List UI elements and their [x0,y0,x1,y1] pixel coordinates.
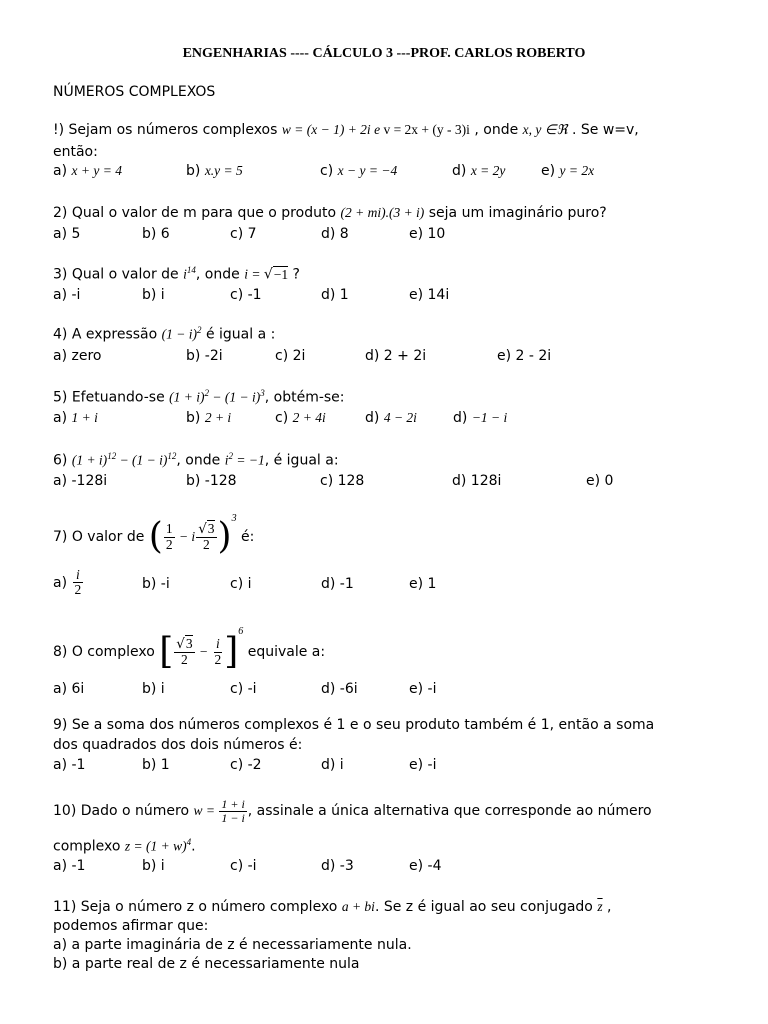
section-title: NÚMEROS COMPLEXOS [53,84,216,100]
option-e: e) 14i [409,287,450,303]
question-8-options [53,681,713,701]
option-a: a) 1 + i [53,410,98,426]
option-a: a) -1 [53,757,86,773]
question-7-options [53,566,713,606]
option-d: d) 4 − 2i [365,410,417,426]
question-9-options [53,757,713,777]
option-e: e) 2 - 2i [497,348,552,364]
question-1-line2: então: [53,144,98,160]
question-7-text: 7) O valor de ( $\frac{1}{2}$ − i $\frac{√3}{2}$ ) 3 é: [53,513,255,557]
question-5-options [53,410,713,430]
option-b: b) -i [142,576,170,592]
option-b: b) 1 [142,757,170,773]
question-10-text-cont: complexo $z = (1 + w)^4$. [53,837,196,855]
option-a: a) -i [53,287,81,303]
option-e: e) 10 [409,226,446,242]
option-a: a) 5 [53,226,81,242]
question-4-options [53,348,713,368]
option-d: d) -3 [321,858,354,874]
question-9-line1: 9) Se a soma dos números complexos é 1 e o seu produto também é 1, então a soma [53,717,655,733]
question-11-option-a: a) a parte imaginária de z é necessariamente nula. [53,937,412,953]
option-c: c) i [230,576,252,592]
option-a: a) 6i [53,681,85,697]
question-1-text: !) Sejam os números complexos w = (x − 1) + 2i e v = 2x + (y - 3)i , onde x, y ∈ℜ . Se w=v, [53,122,639,138]
option-b: b) i [142,287,165,303]
option-c: c) 2 + 4i [275,410,326,426]
option-d: d) i [321,757,344,773]
option-b: b) -2i [186,348,223,364]
question-2-options [53,226,713,246]
option-c: c) 2i [275,348,306,364]
option-d: d) 128i [452,473,502,489]
option-b: b) i [142,681,165,697]
question-8-text: 8) O complexo [ $\frac{√3}{2}$ − $\frac{i}{2}$ ] 6 equivale a: [53,626,326,672]
option-b: b) x.y = 5 [186,163,243,179]
option-e: e) 1 [409,576,437,592]
option-b: b) 2 + i [186,410,232,426]
option-a: a) -128i [53,473,108,489]
question-6-options [53,473,713,493]
option-c: c) 128 [320,473,365,489]
option-c: c) -i [230,858,257,874]
question-3-options [53,287,713,307]
option-c: c) x − y = −4 [320,163,398,179]
option-a: a) x + y = 4 [53,163,122,179]
question-2-text: 2) Qual o valor de m para que o produto (2 + mi).(3 + i) seja um imaginário puro? [53,205,607,221]
question-9-line2: dos quadrados dos dois números é: [53,737,303,753]
page-title: ENGENHARIAS ---- CÁLCULO 3 ---PROF. CARLOS ROBERTO [182,46,586,61]
option-d: d) -1 [321,576,354,592]
option-a: a) $\frac{i}{2}$ [53,567,82,598]
question-10-options [53,858,713,878]
option-c: c) 7 [230,226,257,242]
option-d: d) x = 2y [452,163,506,179]
option-d: d) 8 [321,226,349,242]
question-4-text: 4) A expressão $(1 - i)^2$ é igual a : [53,325,276,343]
question-5-text: 5) Efetuando-se $(1 + i)^2 - (1 - i)^3$, obtém-se: [53,388,345,406]
option-e: d) −1 − i [453,410,508,426]
option-e: e) y = 2x [541,163,595,179]
option-d: d) -6i [321,681,358,697]
question-11-text: 11) Seja o número z o número complexo a + bi. Se z é igual ao seu conjugado $\overline{z}$ , [53,899,612,915]
question-11-line2: podemos afirmar que: [53,918,209,934]
question-6-text: 6) $(1 + i)^{12} - (1 - i)^{12}$, onde $i^2 = -1$, é igual a: [53,451,339,469]
option-e: e) -4 [409,858,442,874]
option-a: a) zero [53,348,102,364]
option-c: c) -i [230,681,257,697]
option-d: d) 1 [321,287,349,303]
question-3-text: 3) Qual o valor de $i^{14}$, onde i = √−1 ? [53,265,300,283]
option-e: e) -i [409,681,437,697]
option-e: e) 0 [586,473,614,489]
question-10-text: 10) Dado o número w = $\frac{1 + i}{1 - i}$ , assinale a única alternativa que corresponde ao número [53,796,652,825]
option-b: b) 6 [142,226,170,242]
question-11-option-b: b) a parte real de z é necessariamente nula [53,956,360,972]
option-a: a) -1 [53,858,86,874]
question-1-options [53,163,713,183]
option-c: c) -2 [230,757,262,773]
option-b: b) -128 [186,473,237,489]
option-d: d) 2 + 2i [365,348,427,364]
option-c: c) -1 [230,287,262,303]
option-e: e) -i [409,757,437,773]
option-b: b) i [142,858,165,874]
